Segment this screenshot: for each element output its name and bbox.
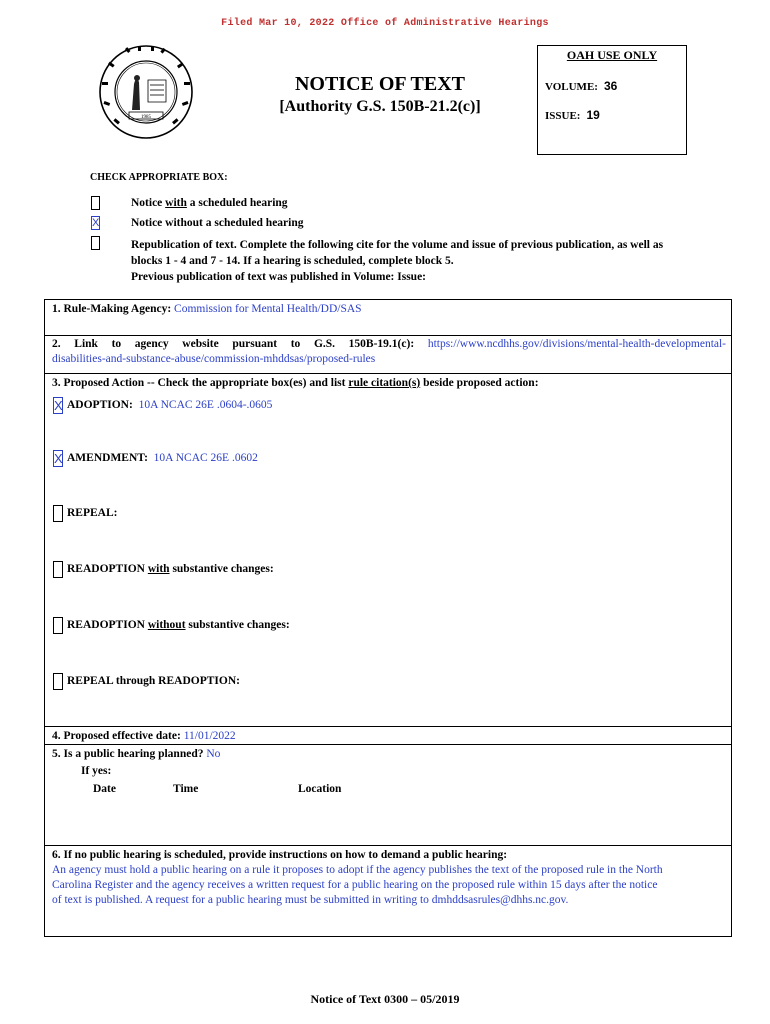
repeal-checkbox[interactable]: [53, 505, 63, 522]
notice-without-hearing-checkbox[interactable]: X: [92, 217, 100, 229]
hearing-time-header: [173, 782, 198, 797]
republication-text: [131, 237, 731, 285]
oah-issue-row: [545, 108, 600, 122]
proposed-action-label-u: rule citation(s): [348, 377, 421, 389]
seal-graphic: [96, 44, 196, 140]
hearing-date-header: [93, 782, 116, 797]
hearing-location-header: [298, 782, 341, 797]
repeal-through-readoption-checkbox[interactable]: [53, 673, 63, 690]
authority-citation: [Authority G.S. 150B-21.2(c)]: [279, 98, 481, 115]
republication-line-3: Previous publication of text was published in Volume: Issue:: [131, 271, 427, 283]
readoption-with-checkbox[interactable]: [53, 561, 63, 578]
issue-value[interactable]: 19: [586, 108, 600, 122]
readoption-without-row: [67, 618, 290, 633]
repeal-through-readoption-row: [67, 674, 240, 689]
demand-hearing-line-3: of text is published. A request for a public hearing must be submitted in writing to dmhddsasrules@dhhs.nc.gov.: [52, 894, 569, 906]
rule-making-agency-label: 1. Rule-Making Agency:: [52, 303, 172, 315]
agency-website-link-1[interactable]: https://www.ncdhhs.gov/divisions/mental-health-developmental-: [427, 338, 727, 350]
notice-with-hearing-label: [131, 197, 288, 209]
block-5: [52, 747, 220, 762]
amendment-row: [67, 451, 258, 466]
title-block: [240, 72, 520, 118]
page-title: NOTICE OF TEXT: [294, 73, 466, 95]
amendment-citation[interactable]: 10A NCAC 26E .0602: [153, 452, 258, 464]
notice-without-hearing-label: Notice without a scheduled hearing: [131, 217, 304, 229]
block-4: [52, 729, 236, 744]
readoption-with-pre: READOPTION: [67, 563, 148, 575]
adoption-label: ADOPTION:: [67, 399, 133, 411]
demand-hearing-line-1: An agency must hold a public hearing on a rule it proposes to adopt if the agency publishes the text of the proposed rule in the North: [52, 864, 663, 876]
block-2: [52, 337, 726, 367]
readoption-without-checkbox[interactable]: [53, 617, 63, 634]
seal-year: 1985: [141, 115, 151, 120]
check-appropriate-box-label: CHECK APPROPRIATE BOX:: [90, 172, 228, 183]
readoption-without-u: without: [147, 619, 186, 631]
oah-volume-row: [545, 79, 617, 93]
demand-hearing-line-2: Carolina Register and the agency receives a written request for a public hearing on the proposed rule within 15 days after the notice: [52, 879, 658, 891]
repeal-through-readoption-label: REPEAL through READOPTION:: [67, 675, 240, 687]
divider: [45, 335, 731, 336]
state-seal-image: [96, 44, 196, 140]
readoption-with-row: [67, 562, 274, 577]
block-6: [52, 848, 728, 908]
block-3-header: [52, 376, 539, 391]
divider: [45, 845, 731, 846]
rule-making-agency-value[interactable]: Commission for Mental Health/DD/SAS: [174, 303, 362, 315]
time-header-text: Time: [173, 783, 199, 795]
republication-line-2: blocks 1 - 4 and 7 - 14. If a hearing is scheduled, complete block 5.: [131, 255, 454, 267]
divider: [45, 373, 731, 374]
notice-form: [44, 299, 732, 937]
effective-date-label: 4. Proposed effective date:: [52, 730, 181, 742]
if-yes-text: If yes:: [81, 765, 112, 777]
agency-website-label: 2. Link to agency website pursuant to G.S. 150B-19.1(c):: [52, 338, 415, 350]
divider: [45, 744, 731, 745]
divider: [45, 726, 731, 727]
location-header-text: Location: [298, 783, 342, 795]
notice-with-hearing-checkbox[interactable]: [91, 196, 100, 210]
demand-hearing-label: 6. If no public hearing is scheduled, provide instructions on how to demand a public hearing:: [52, 849, 508, 861]
amendment-checkbox[interactable]: X: [54, 451, 63, 466]
filed-stamp: Filed Mar 10, 2022 Office of Administrative Hearings: [221, 18, 549, 29]
volume-value[interactable]: 36: [603, 79, 618, 93]
agency-website-link-2[interactable]: disabilities-and-substance-abuse/commission-mhddsas/proposed-rules: [52, 353, 376, 365]
volume-label: VOLUME:: [545, 81, 598, 93]
readoption-without-post: substantive changes:: [185, 619, 290, 631]
readoption-without-pre: READOPTION: [67, 619, 148, 631]
public-hearing-label: 5. Is a public hearing planned?: [52, 748, 204, 760]
block-1: [52, 302, 362, 317]
proposed-action-label-pre: 3. Proposed Action -- Check the appropriate box(es) and list: [52, 377, 349, 389]
repeal-row: [67, 506, 117, 521]
notice-with-post: a scheduled hearing: [186, 197, 288, 209]
republication-checkbox[interactable]: [91, 236, 100, 250]
oah-header: OAH USE ONLY: [566, 48, 658, 62]
readoption-with-post: substantive changes:: [169, 563, 274, 575]
adoption-row: [67, 398, 272, 413]
date-header-text: Date: [93, 783, 116, 795]
republication-line-1: Republication of text. Complete the following cite for the volume and issue of previous publication, as well as: [131, 239, 664, 251]
notice-with-pre: Notice: [131, 197, 166, 209]
form-footer: Notice of Text 0300 – 05/2019: [310, 992, 460, 1006]
adoption-checkbox[interactable]: X: [54, 398, 63, 413]
public-hearing-value[interactable]: No: [206, 748, 221, 760]
issue-label: ISSUE:: [545, 110, 581, 122]
notice-with-em: with: [165, 197, 187, 209]
repeal-label: REPEAL:: [67, 507, 118, 519]
if-yes-label: [81, 764, 111, 779]
oah-use-only-box: [537, 45, 687, 155]
adoption-citation[interactable]: 10A NCAC 26E .0604-.0605: [138, 399, 273, 411]
readoption-with-u: with: [147, 563, 170, 575]
amendment-label: AMENDMENT:: [67, 452, 148, 464]
effective-date-value[interactable]: 11/01/2022: [183, 730, 236, 742]
proposed-action-label-post: beside proposed action:: [420, 377, 539, 389]
